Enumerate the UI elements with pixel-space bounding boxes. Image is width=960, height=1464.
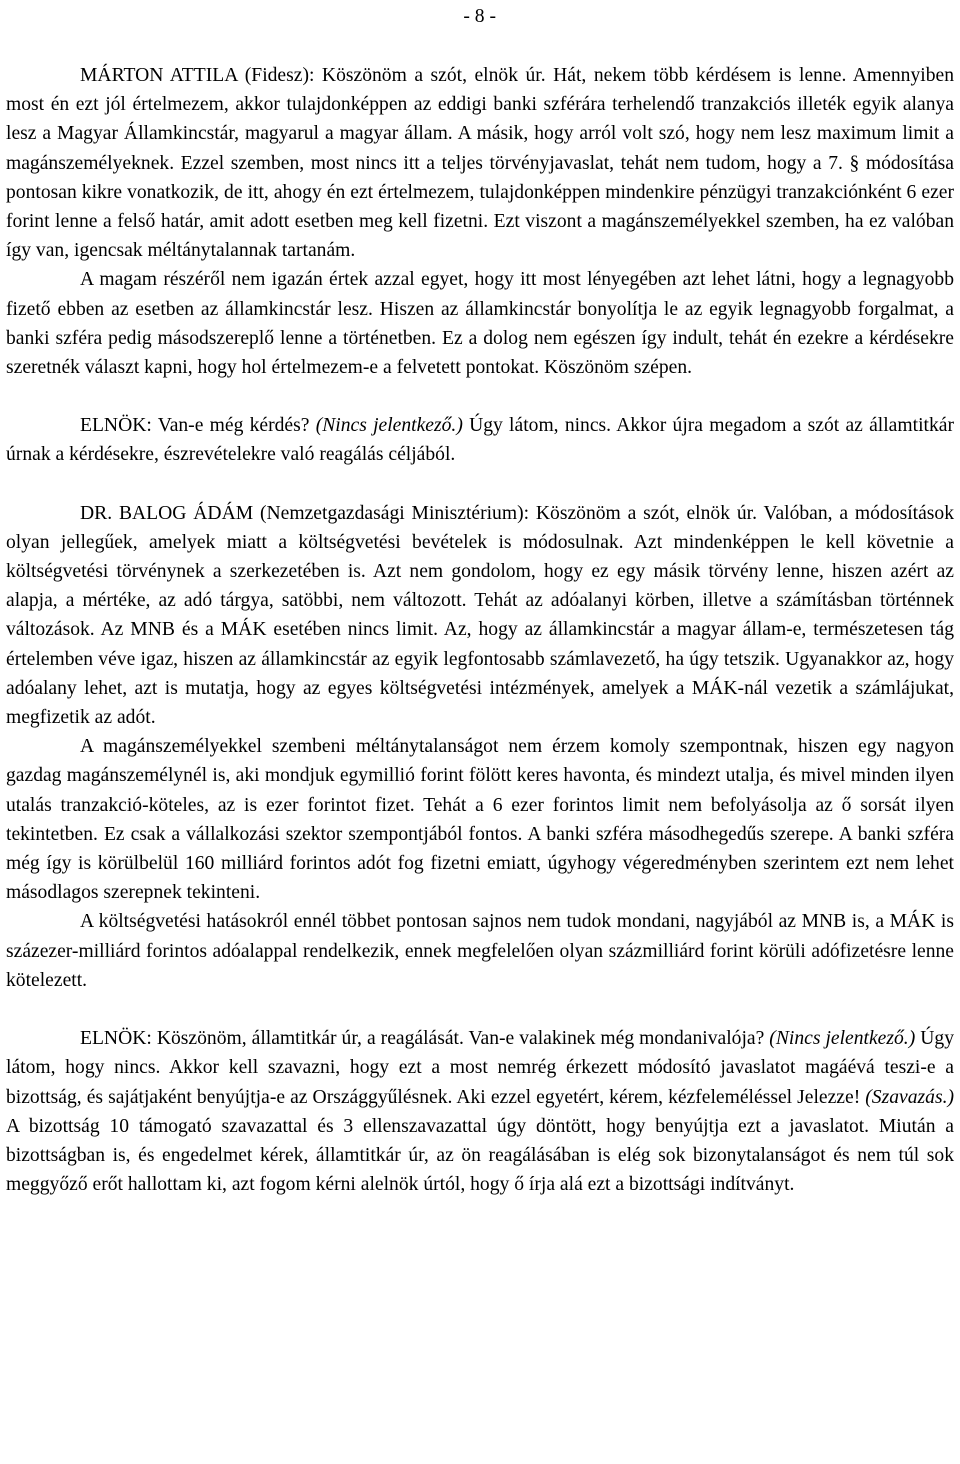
page-number: - 8 - <box>463 6 496 27</box>
paragraph-text: Úgy látom, hogy nincs. Akkor kell szavazni, hogy ezt a most nemrég érkezett módosító javaslatot magáévá teszi-e a bizottság, és sajátjaként benyújtja-e az Országgyűlésnek. Aki ezzel egyetért, kérem, kézfeleméléssel Jelezze! <box>6 1028 954 1108</box>
paragraph-chair-first <box>6 411 954 469</box>
paragraph-marton-question <box>6 61 954 265</box>
paragraph-text: A magam részéről nem igazán értek azzal egyet, hogy itt most lényegében azt lehet látni, hogy a legnagyobb fizető ebben az esetben az államkincstár lesz. Hiszen az államkincstár bonyolítja le az egyik legnagyobb forgalmat, a banki szféra pedig másodszereplő lenne a történetben. Ez a dolog nem egészen így indult, tehát én ezekre a kérdésekre szeretnék választ kapni, hogy hol értelmezem-e a felvetett pontokat. Köszönöm szépen. <box>6 269 954 379</box>
paragraph-text: MÁRTON ATTILA (Fidesz): Köszönöm a szót, elnök úr. Hát, nekem több kérdésem is lenne. Amennyiben most én ezt jól értelmezem, akkor tulajdonképpen az eddigi banki szférára terhelendő tranzakciós illeték egyik alanya lesz a Magyar Államkincstár, magyarul a magyar állam. A másik, hogy arról volt szó, hogy nem lesz maximum limit a magánszemélyeknek. Ezzel szemben, most nincs itt a teljes törvényjavaslat, tehát nem tudom, hogy a 7. § módosítása pontosan kikre vonatkozik, de itt, ahogy én ezt értelmezem, tulajdonképpen mindenkire pénzügyi tranzakciónként 6 ezer forint lenne a felső határ, amit adott esetben meg kell fizetni. Ezt viszont a magánszemélyekkel szemben, ha ez valóban így van, igencsak méltánytalannak tartanám. <box>6 65 954 262</box>
paragraph-text: ELNÖK: Van-e még kérdés? <box>80 415 316 437</box>
stage-direction: (Nincs jelentkező.) <box>769 1028 916 1050</box>
paragraph-text: ELNÖK: Köszönöm, államtitkár úr, a reagálását. Van-e valakinek még mondanivalója? <box>80 1028 770 1050</box>
paragraph-text: A magánszemélyekkel szembeni méltánytalanságot nem érzem komoly szempontnak, hiszen egy nagyon gazdag magánszemélynél is, aki mondjuk egymillió forint fölött keres havonta, és mindezt utalja, és mivel minden ilyen utalás tranzakció-köteles, az is ezer forintot fizet. Tehát a 6 ezer forintos limit nem befolyásolja az ő sorsát ilyen tekintetben. Ez csak a vállalkozási szektor szempontjából fontos. A banki szféra másodhegedűs szerepe. A banki szféra még így is körülbelül 160 milliárd forintos adót fog fizetni emiatt, úgyhogy végeredményben szerintem ezt nem lehet másodlagos szerepnek tekinteni. <box>6 736 954 904</box>
paragraph-text: Úgy látom, nincs. Akkor újra megadom a szót az államtitkár úrnak a kérdésekre, észrevételekre való reagálás céljából. <box>6 415 954 466</box>
paragraph-balog-private-persons <box>6 732 954 907</box>
paragraph-text: A költségvetési hatásokról ennél többet pontosan sajnos nem tudok mondani, nagyjából az MNB is, a MÁK is százezer-milliárd forintos adóalappal rendelkezik, ennek megfelelően olyan százmilliárd forint körüli adófizetésre lenne kötelezett. <box>6 911 954 991</box>
paragraph-marton-continuation <box>6 265 954 382</box>
paragraph-balog-answer <box>6 499 954 733</box>
stage-direction: (Szavazás.) <box>865 1086 954 1108</box>
paragraph-text: DR. BALOG ÁDÁM (Nemzetgazdasági Minisztérium): Köszönöm a szót, elnök úr. Valóban, a módosítások olyan jellegűek, amelyek miatt a költségvetési bevételek is módosulnak. Azt mindenképpen le kell követnie a költségvetési törvénynek a szerkezetében is. Azt nem gondolom, hogy ez egy másik törvény lenne, hiszen azért az alapja, a mértéke, az adó tárgya, satöbbi, nem változott. Tehát az adóalanyi körben, illetve a számításban történnek változások. Az MNB és a MÁK esetében nincs limit. Az, hogy az államkincstár a magyar állam-e, természetesen tág értelemben véve igaz, hiszen az államkincstár az egyik legfontosabb számlavezető, ha úgy tetszik. Ugyanakkor az, hogy adóalany lehet, azt is mutatja, hogy az egyes költségvetési intézmények, amelyek a MÁK-nál vezetik a számlájukat, megfizetik az adót. <box>6 502 954 729</box>
stage-direction: (Nincs jelentkező.) <box>315 415 463 437</box>
paragraph-chair-vote <box>6 1024 954 1199</box>
paragraph-text: A bizottság 10 támogató szavazattal és 3 ellenszavazattal úgy döntött, hogy benyújtja ezt a javaslatot. Miután a bizottságban is, és engedelmet kérek, államtitkár úr, az ön reagálásában is elég sok bizonytalanságot és nem túl sok meggyőző erőt hallottam ki, azt fogom kérni alelnök úrtól, hogy ő írja alá ezt a bizottsági indítványt. <box>6 1115 954 1196</box>
paragraph-balog-budget-effects <box>6 907 954 995</box>
